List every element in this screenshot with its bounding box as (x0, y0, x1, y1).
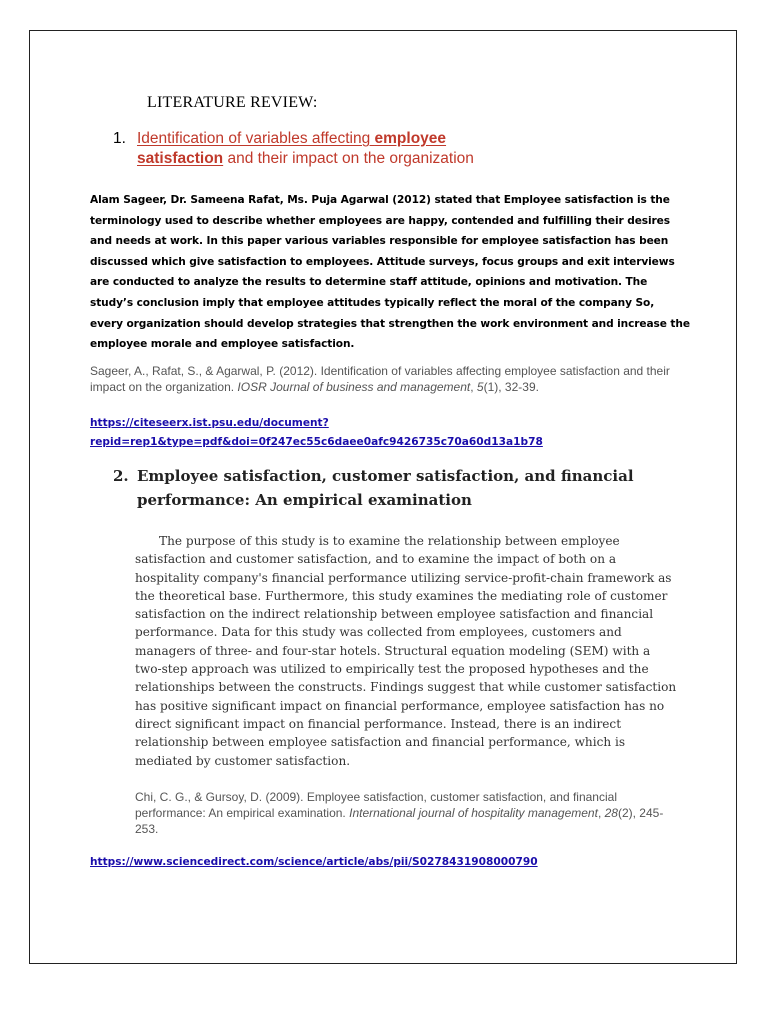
section-2-citation-pages: (2), 245-253. (135, 806, 664, 836)
section-1-body: Alam Sageer, Dr. Sameena Rafat, Ms. Puja Agarwal (2012) stated that Employee satisfaction is the terminology used to describe whether employees are happy, contended and fulfilling their desires and needs at work. In this paper various variables responsible for employee satisfaction has been discussed which give satisfaction to employees. Attitude surveys, focus groups and exit interviews are conducted to analyze the results to determine staff attitude, opinions and motivation. The study’s conclusion imply that employee attitudes typically reflect the moral of the company So, every organization should develop strategies that strengthen the work environment and increase the employee morale and employee satisfaction. (90, 194, 690, 351)
section-2-heading (113, 464, 673, 512)
section-1-heading (113, 129, 533, 169)
section-2-heading-text: Employee satisfaction, customer satisfaction, and financial performance: An empirical examination (137, 467, 634, 509)
section-1-heading-part1: Identification of variables affecting (137, 130, 375, 147)
section-1-citation-pages: (1), 32-39. (483, 380, 539, 394)
section-2-citation-journal: International journal of hospitality management (349, 806, 598, 820)
page-title: LITERATURE REVIEW: (147, 94, 318, 111)
section-2-citation-volume: 28 (604, 806, 618, 820)
section-2-number: 2. (113, 467, 129, 485)
section-1-citation-text: Sageer, A., Rafat, S., & Agarwal, P. (2012). Identification of variables affecting employee satisfaction and their impact on the organization. (90, 364, 670, 394)
section-1-heading-part2: and their impact on the organization (223, 150, 474, 167)
section-1-citation: Sageer, A., Rafat, S., & Agarwal, P. (2012). Identification of variables affecting employee satisfaction and their impact on the organization. IOSR Journal of business and management, 5(1), 32-39. (90, 364, 670, 394)
section-1-link-line1[interactable]: https://citeseerx.ist.psu.edu/document? (90, 417, 329, 429)
section-2-citation-text: Chi, C. G., & Gursoy, D. (2009). Employee satisfaction, customer satisfaction, and financial performance: An empirical examination. (135, 790, 617, 820)
section-1-citation-volume: 5 (476, 380, 484, 394)
section-1-link-line2[interactable]: repid=rep1&type=pdf&doi=0f247ec55c6daee0afc9426735c70a60d13a1b78 (90, 436, 543, 448)
section-1-link-block (90, 413, 690, 451)
section-2-citation: Chi, C. G., & Gursoy, D. (2009). Employee satisfaction, customer satisfaction, and financial performance: An empirical examination. International journal of hospitality management, 28(2), 245-253. (135, 790, 664, 836)
section-2-body: The purpose of this study is to examine the relationship between employee satisfaction and customer satisfaction, and to examine the impact of both on a hospitality company's financial performance utilizing service-profit-chain framework as the theoretical base. Furthermore, this study examines the mediating role of customer satisfaction on the indirect relationship between employee satisfaction and financial performance. Data for this study was collected from employees, customers and managers of three- and four-star hotels. Structural equation modeling (SEM) with a two-step approach was utilized to empirically test the proposed hypotheses and the relationships between the constructs. Findings suggest that while customer satisfaction has positive significant impact on financial performance, employee satisfaction has no direct significant impact on financial performance. Instead, there is an indirect relationship between employee satisfaction and financial performance, which is mediated by customer satisfaction. (135, 534, 677, 768)
section-2-link-block (90, 852, 690, 870)
section-1-number: 1. (113, 130, 126, 147)
section-1-heading-bold2: satisfaction (137, 150, 224, 167)
section-2-link[interactable]: https://www.sciencedirect.com/science/article/abs/pii/S0278431908000790 (90, 856, 538, 868)
section-1-citation-journal: IOSR Journal of business and management (237, 380, 471, 394)
section-1-heading-bold1: employee (374, 130, 447, 147)
